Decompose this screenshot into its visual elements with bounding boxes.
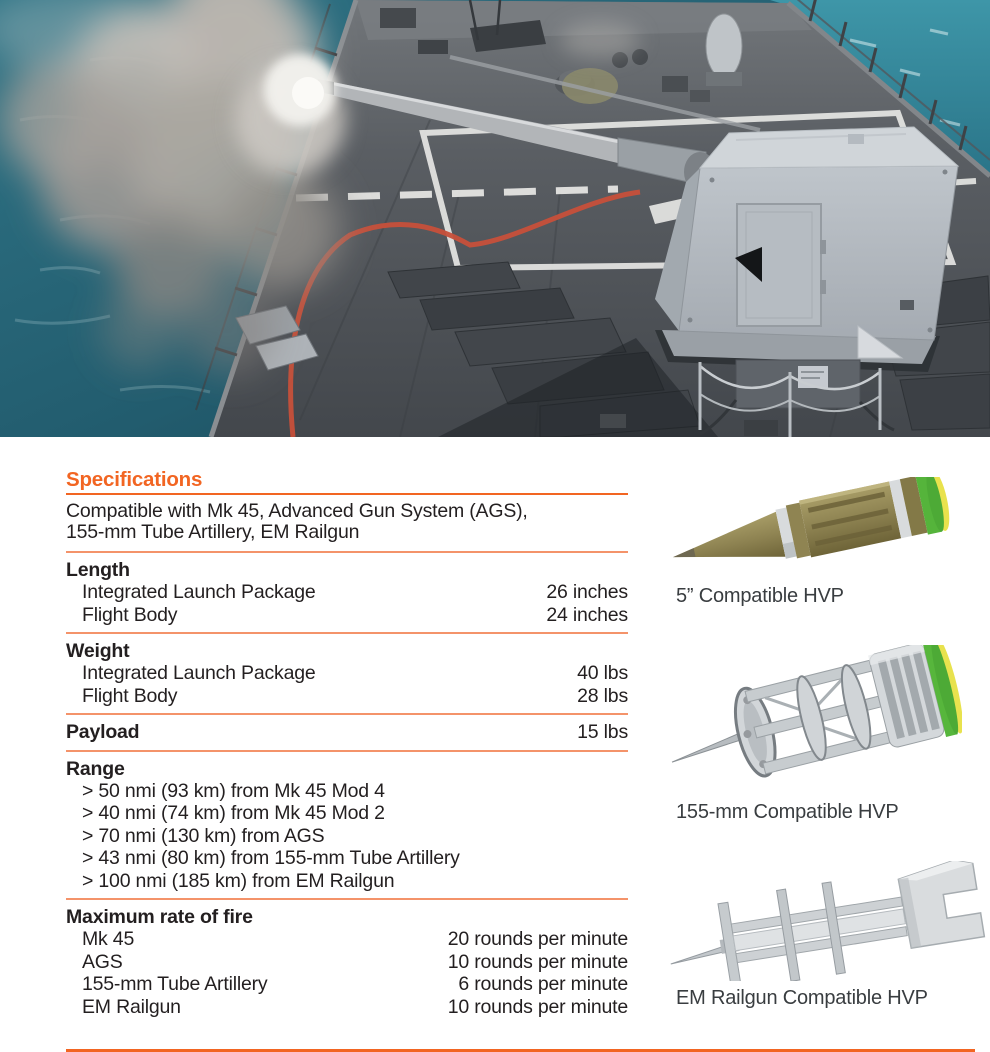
spec-label: EM Railgun	[82, 995, 181, 1018]
section-title: Range	[66, 757, 125, 780]
spec-value: 6 rounds per minute	[458, 973, 628, 995]
spec-row	[66, 996, 628, 1019]
section-title: Maximum rate of fire	[66, 906, 253, 928]
spec-section-weight	[66, 634, 628, 713]
spec-label: Flight Body	[82, 684, 178, 707]
spec-label: 155-mm Tube Artillery	[82, 973, 268, 995]
spec-value: 20 rounds per minute	[447, 928, 628, 950]
figure-caption: 155-mm Compatible HVP	[676, 801, 899, 823]
spec-value: 40 lbs	[577, 662, 628, 684]
specifications-column	[66, 437, 628, 1024]
compatibility-line-2: 155-mm Tube Artillery, EM Railgun	[66, 520, 360, 543]
compatibility-line-1: Compatible with Mk 45, Advanced Gun System (AGS),	[66, 500, 528, 522]
spec-row	[66, 973, 628, 996]
spec-row	[66, 604, 628, 627]
figures-column	[658, 437, 990, 1047]
figure-155mm-hvp	[658, 645, 990, 823]
section-title: Length	[66, 559, 130, 581]
spec-row	[66, 928, 628, 951]
155mm-hvp-illustration	[662, 645, 962, 795]
range-item: > 100 nmi (185 km) from EM Railgun	[82, 869, 395, 892]
range-item: > 43 nmi (80 km) from 155-mm Tube Artillery	[82, 847, 460, 869]
spec-value: 28 lbs	[577, 684, 628, 707]
spec-value: 10 rounds per minute	[447, 995, 628, 1018]
spec-label: Flight Body	[82, 603, 178, 626]
section-title: Weight	[66, 640, 130, 662]
spec-value: 24 inches	[546, 603, 628, 626]
figure-em-railgun-hvp	[658, 861, 990, 1009]
figure-caption: 5” Compatible HVP	[676, 585, 844, 607]
hero-photo	[0, 0, 990, 437]
spec-value: 26 inches	[546, 581, 628, 603]
spec-label: AGS	[82, 950, 123, 973]
spec-row	[66, 685, 628, 708]
spec-label: Integrated Launch Package	[82, 581, 316, 603]
specifications-heading: Specifications	[66, 468, 203, 491]
em-railgun-hvp-illustration	[662, 861, 990, 981]
spec-row	[66, 662, 628, 685]
range-item: > 40 nmi (74 km) from Mk 45 Mod 2	[82, 802, 385, 824]
range-item: > 70 nmi (130 km) from AGS	[82, 824, 325, 847]
range-list	[66, 780, 628, 893]
naval-gun-firing-illustration	[0, 0, 990, 437]
figure-5-inch-hvp	[658, 477, 990, 607]
spec-label: Integrated Launch Package	[82, 662, 316, 684]
spec-row	[66, 581, 628, 604]
spec-row	[66, 721, 628, 744]
spec-section-length	[66, 553, 628, 632]
range-item: > 50 nmi (93 km) from Mk 45 Mod 4	[82, 779, 385, 802]
five-inch-hvp-illustration	[662, 477, 958, 579]
compatibility-text	[66, 495, 628, 551]
spec-label: Payload	[66, 721, 140, 743]
spec-section-range	[66, 752, 628, 899]
spec-value: 10 rounds per minute	[447, 950, 628, 973]
spec-section-rate-of-fire	[66, 900, 628, 1024]
spec-section-payload	[66, 715, 628, 750]
spec-row	[66, 951, 628, 974]
spec-value: 15 lbs	[577, 721, 628, 743]
figure-caption: EM Railgun Compatible HVP	[676, 987, 928, 1009]
spec-sheet	[0, 437, 990, 1047]
spec-label: Mk 45	[82, 928, 135, 950]
